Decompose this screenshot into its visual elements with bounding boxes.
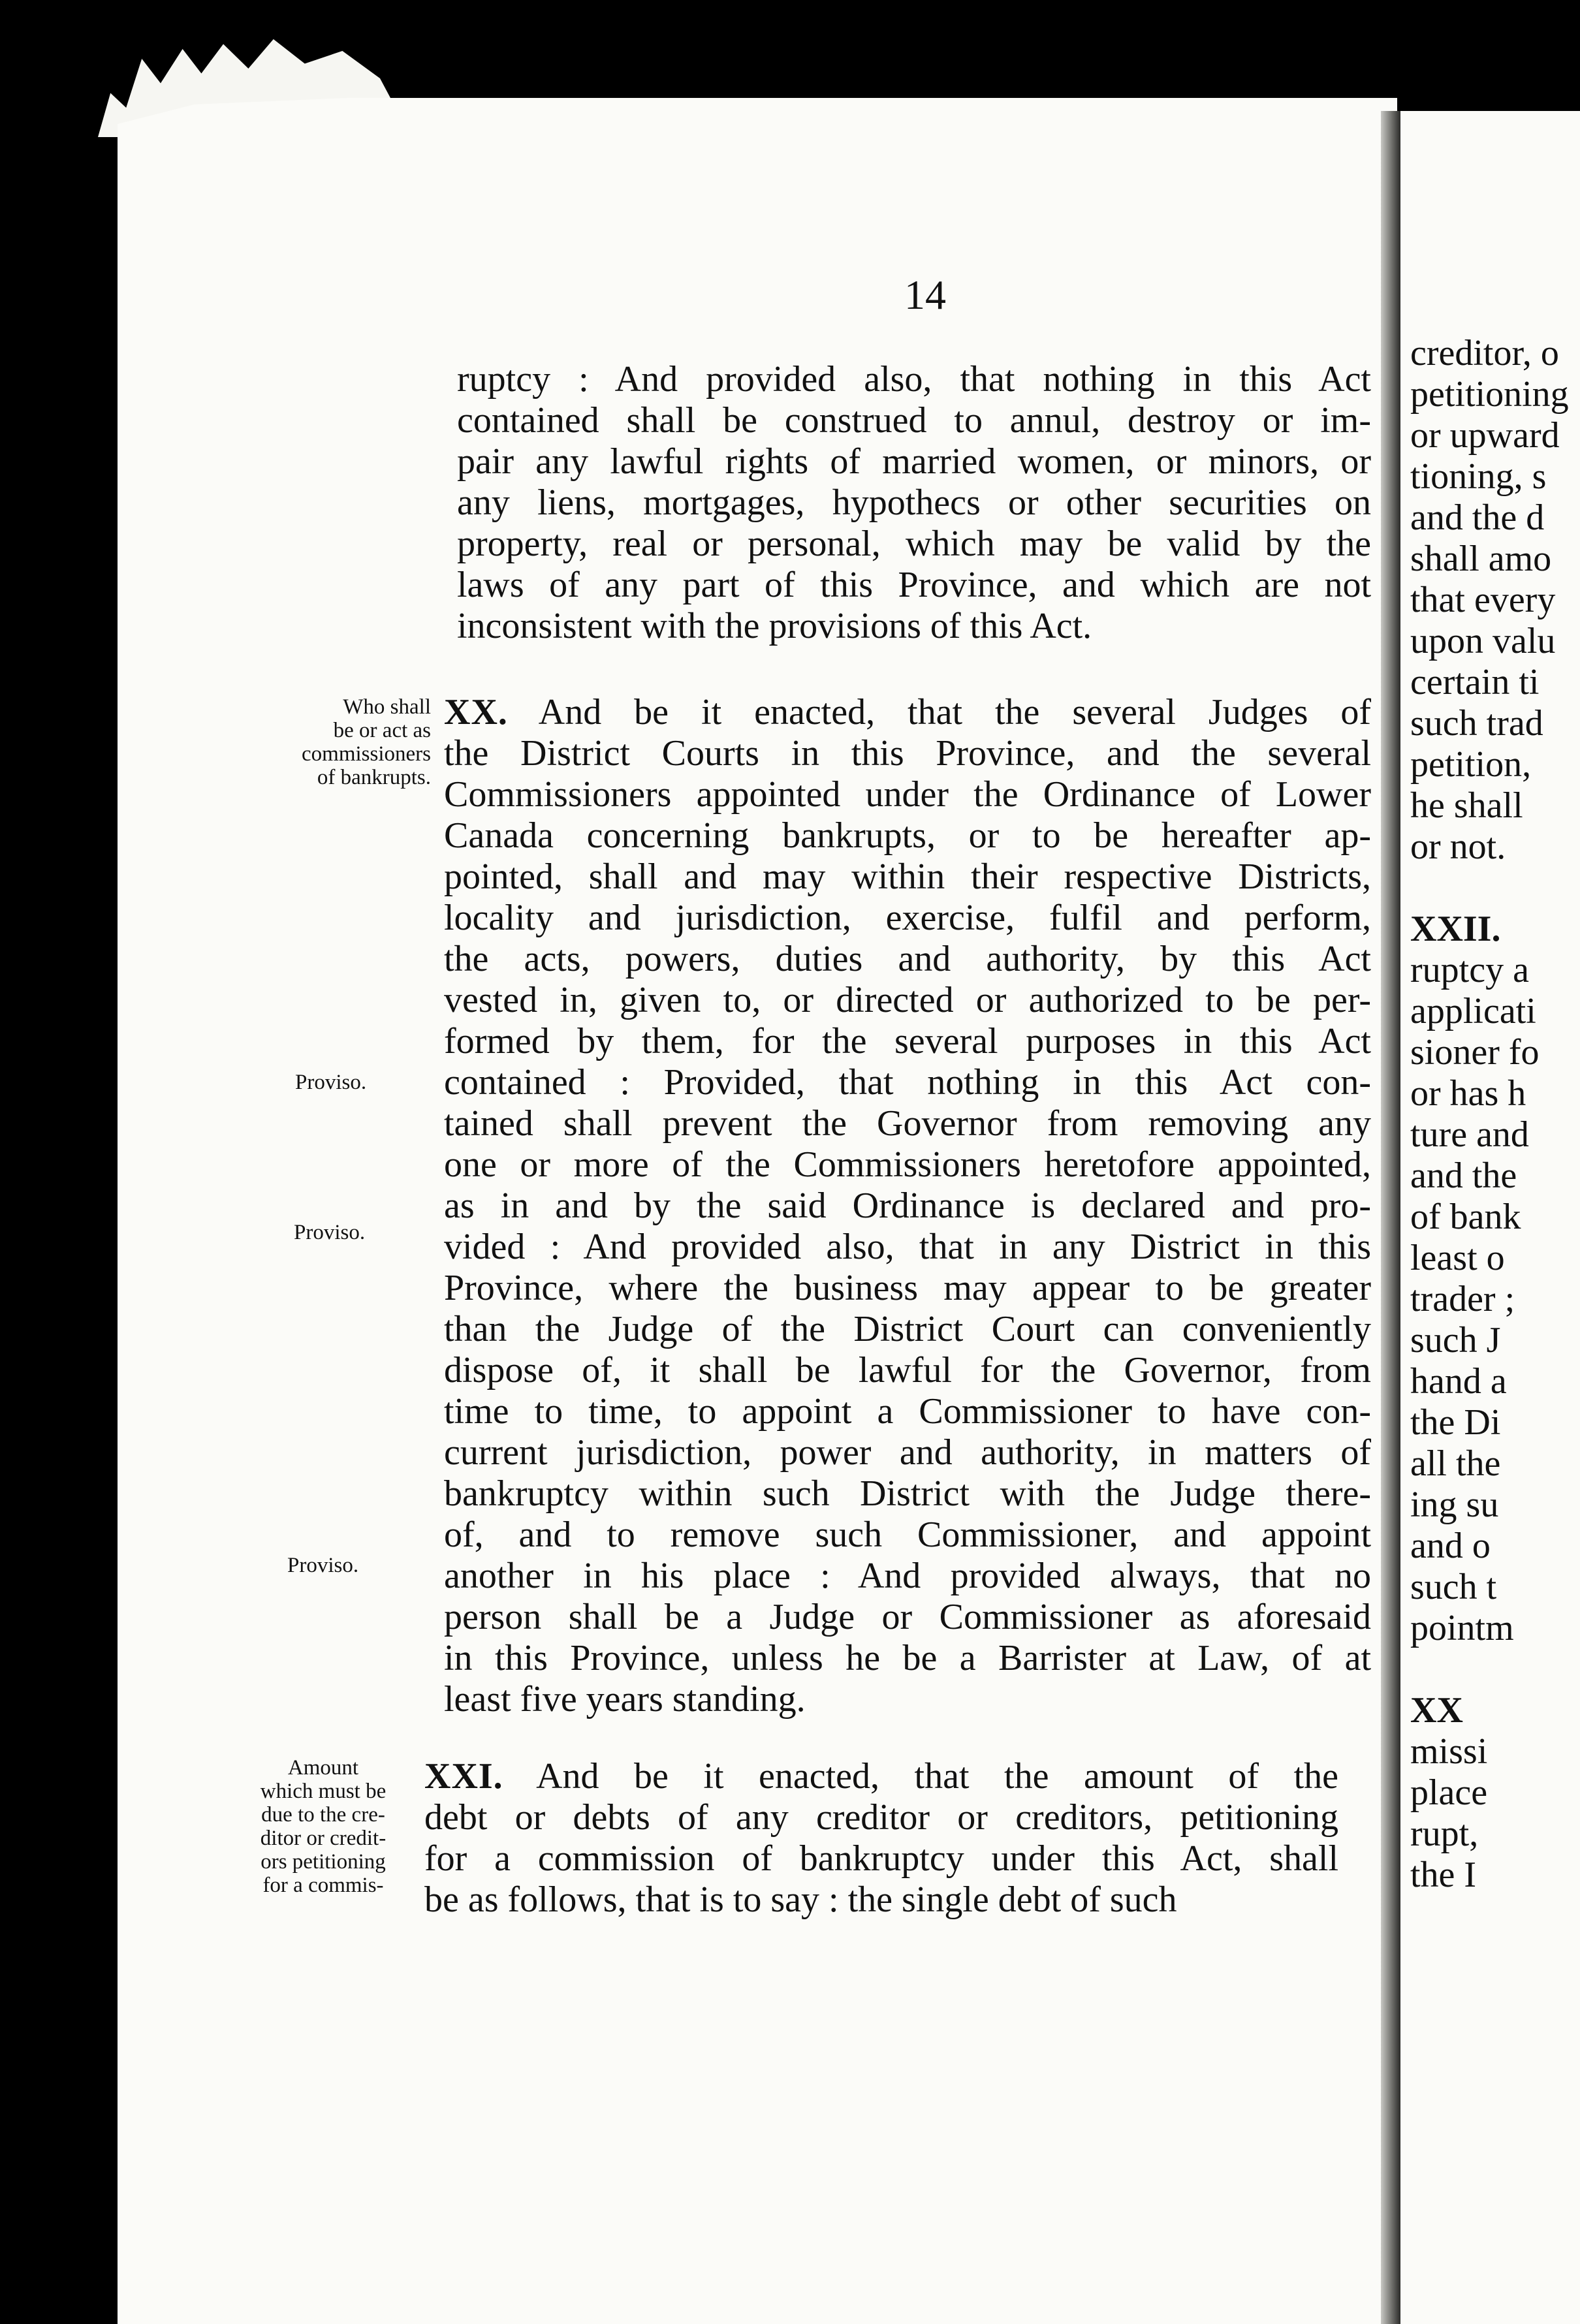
text-line: locality and jurisdiction, exercise, fulfil and perform, bbox=[444, 898, 1371, 938]
sidenote-proviso-2: Proviso. bbox=[294, 1221, 366, 1244]
facing-text-line: least o bbox=[1410, 1238, 1505, 1278]
facing-text-line: and the bbox=[1410, 1155, 1517, 1196]
text-line: property, real or personal, which may be valid by the bbox=[457, 524, 1371, 564]
text-line: Canada concerning bankrupts, or to be hereafter ap- bbox=[444, 815, 1371, 856]
facing-text-line: such J bbox=[1410, 1320, 1501, 1360]
sidenote-line: for a commis- bbox=[262, 1874, 384, 1897]
sidenote-line: ditor or credit- bbox=[260, 1827, 387, 1850]
sidenote-line: ors petitioning bbox=[261, 1850, 386, 1874]
text-line: one or more of the Commissioners heretofore appointed, bbox=[444, 1144, 1371, 1185]
text-line: dispose of, it shall be lawful for the Governor, from bbox=[444, 1350, 1371, 1390]
facing-text-line: the I bbox=[1410, 1855, 1477, 1895]
text-line: for a commission of bankruptcy under this Act, shall bbox=[424, 1838, 1338, 1879]
text-line: Commissioners appointed under the Ordinance of Lower bbox=[444, 774, 1371, 815]
facing-text-line: pointm bbox=[1410, 1608, 1514, 1648]
text-line: Province, where the business may appear to be greater bbox=[444, 1268, 1371, 1308]
text-line: the acts, powers, duties and authority, by this Act bbox=[444, 939, 1371, 979]
sidenote-line: Who shall bbox=[343, 695, 431, 719]
section-number: XX. bbox=[444, 692, 508, 732]
facing-text-line: ruptcy a bbox=[1410, 950, 1529, 990]
text-line: current jurisdiction, power and authority, in matters of bbox=[444, 1432, 1371, 1473]
paragraph-continuation bbox=[457, 359, 1371, 647]
text-line: inconsistent with the provisions of this Act. bbox=[457, 606, 1092, 646]
facing-text-line: ing su bbox=[1410, 1484, 1499, 1525]
facing-text-line: or upward bbox=[1410, 415, 1560, 456]
sidenote-line: be or act as bbox=[333, 719, 431, 742]
sidenote-who-shall bbox=[242, 695, 431, 789]
facing-text-line: the Di bbox=[1410, 1402, 1501, 1443]
sidenote-line: commissioners bbox=[302, 742, 431, 766]
facing-text-line: of bank bbox=[1410, 1197, 1521, 1237]
facing-text-line: hand a bbox=[1410, 1361, 1507, 1402]
page-number: 14 bbox=[904, 272, 946, 318]
facing-text-line: or has h bbox=[1410, 1073, 1526, 1114]
text-line: pair any lawful rights of married women, or minors, or bbox=[457, 441, 1371, 482]
text-line: be as follows, that is to say : the single debt of such bbox=[424, 1879, 1177, 1920]
facing-text-line: petitioning bbox=[1410, 374, 1569, 415]
sidenote-line: Amount bbox=[287, 1756, 359, 1780]
text-line: vided : And provided also, that in any District in this bbox=[444, 1227, 1371, 1267]
text-line: any liens, mortgages, hypothecs or other securities on bbox=[457, 482, 1371, 523]
text-line: debt or debts of any creditor or creditors, petitioning bbox=[424, 1797, 1338, 1838]
section-number: XXI. bbox=[424, 1756, 503, 1797]
facing-text-line: shall amo bbox=[1410, 539, 1552, 579]
text-line: in this Province, unless he be a Barrister at Law, of at bbox=[444, 1638, 1371, 1678]
facing-text-line: ture and bbox=[1410, 1114, 1529, 1155]
facing-text-line: creditor, o bbox=[1410, 333, 1559, 373]
facing-text-line: he shall bbox=[1410, 785, 1523, 826]
facing-text-line: XXII. bbox=[1410, 909, 1501, 949]
sidenote-line: which must be bbox=[260, 1780, 387, 1803]
facing-text-line: such t bbox=[1410, 1567, 1497, 1607]
text-line: And be it enacted, that the several Judges of bbox=[507, 692, 1371, 732]
facing-text-line: and the d bbox=[1410, 497, 1545, 538]
facing-page bbox=[1400, 111, 1580, 2324]
text-line: as in and by the said Ordinance is declared and pro- bbox=[444, 1186, 1371, 1226]
text-line: laws of any part of this Province, and which are not bbox=[457, 565, 1371, 605]
facing-text-line: certain ti bbox=[1410, 662, 1540, 702]
text-line: ruptcy : And provided also, that nothing in this Act bbox=[457, 359, 1371, 400]
section-xx bbox=[444, 692, 1371, 1720]
sidenote-line: due to the cre- bbox=[261, 1803, 385, 1827]
text-line: another in his place : And provided always, that no bbox=[444, 1556, 1371, 1596]
text-line bbox=[424, 1756, 1338, 1797]
text-line: least five years standing. bbox=[444, 1679, 806, 1719]
sidenote-proviso-3: Proviso. bbox=[287, 1554, 359, 1577]
facing-text-line: all the bbox=[1410, 1443, 1501, 1484]
facing-text-line: XX bbox=[1410, 1690, 1463, 1731]
facing-text-line: petition, bbox=[1410, 744, 1532, 785]
text-line bbox=[444, 692, 1371, 733]
text-line: time to time, to appoint a Commissioner to have con- bbox=[444, 1391, 1371, 1432]
sidenote-proviso-1: Proviso. bbox=[295, 1071, 367, 1094]
facing-text-line bbox=[1410, 1649, 1569, 1690]
facing-text-line: trader ; bbox=[1410, 1279, 1515, 1319]
facing-text-line: sioner fo bbox=[1410, 1032, 1540, 1073]
facing-text-line: and o bbox=[1410, 1526, 1491, 1566]
book-gutter bbox=[1381, 111, 1400, 2324]
text-line: person shall be a Judge or Commissioner as aforesaid bbox=[444, 1597, 1371, 1637]
facing-text-line: or not. bbox=[1410, 826, 1506, 867]
facing-text-line: that every bbox=[1410, 580, 1556, 620]
facing-text-line: applicati bbox=[1410, 991, 1536, 1031]
facing-text-line: tioning, s bbox=[1410, 456, 1547, 497]
facing-text-line: rupt, bbox=[1410, 1814, 1479, 1854]
text-line: than the Judge of the District Court can conveniently bbox=[444, 1309, 1371, 1349]
text-line: pointed, shall and may within their respective Districts, bbox=[444, 856, 1371, 897]
sidenote-amount bbox=[235, 1756, 411, 1897]
facing-page-text bbox=[1410, 333, 1569, 1896]
text-line: the District Courts in this Province, and the several bbox=[444, 733, 1371, 774]
facing-text-line: place bbox=[1410, 1772, 1488, 1813]
text-line: vested in, given to, or directed or authorized to be per- bbox=[444, 980, 1371, 1020]
text-line: bankruptcy within such District with the Judge there- bbox=[444, 1473, 1371, 1514]
text-line: formed by them, for the several purposes in this Act bbox=[444, 1021, 1371, 1061]
facing-text-line: upon valu bbox=[1410, 621, 1556, 661]
text-line: And be it enacted, that the amount of the bbox=[503, 1756, 1338, 1797]
facing-text-line: missi bbox=[1410, 1731, 1488, 1772]
text-line: contained : Provided, that nothing in this Act con- bbox=[444, 1062, 1371, 1103]
section-xxi bbox=[424, 1756, 1338, 1921]
sidenote-line: of bankrupts. bbox=[317, 766, 431, 789]
facing-text-line bbox=[1410, 868, 1569, 909]
text-line: tained shall prevent the Governor from removing any bbox=[444, 1103, 1371, 1144]
text-line: contained shall be construed to annul, destroy or im- bbox=[457, 400, 1371, 441]
facing-text-line: such trad bbox=[1410, 703, 1543, 744]
text-line: of, and to remove such Commissioner, and appoint bbox=[444, 1515, 1371, 1555]
